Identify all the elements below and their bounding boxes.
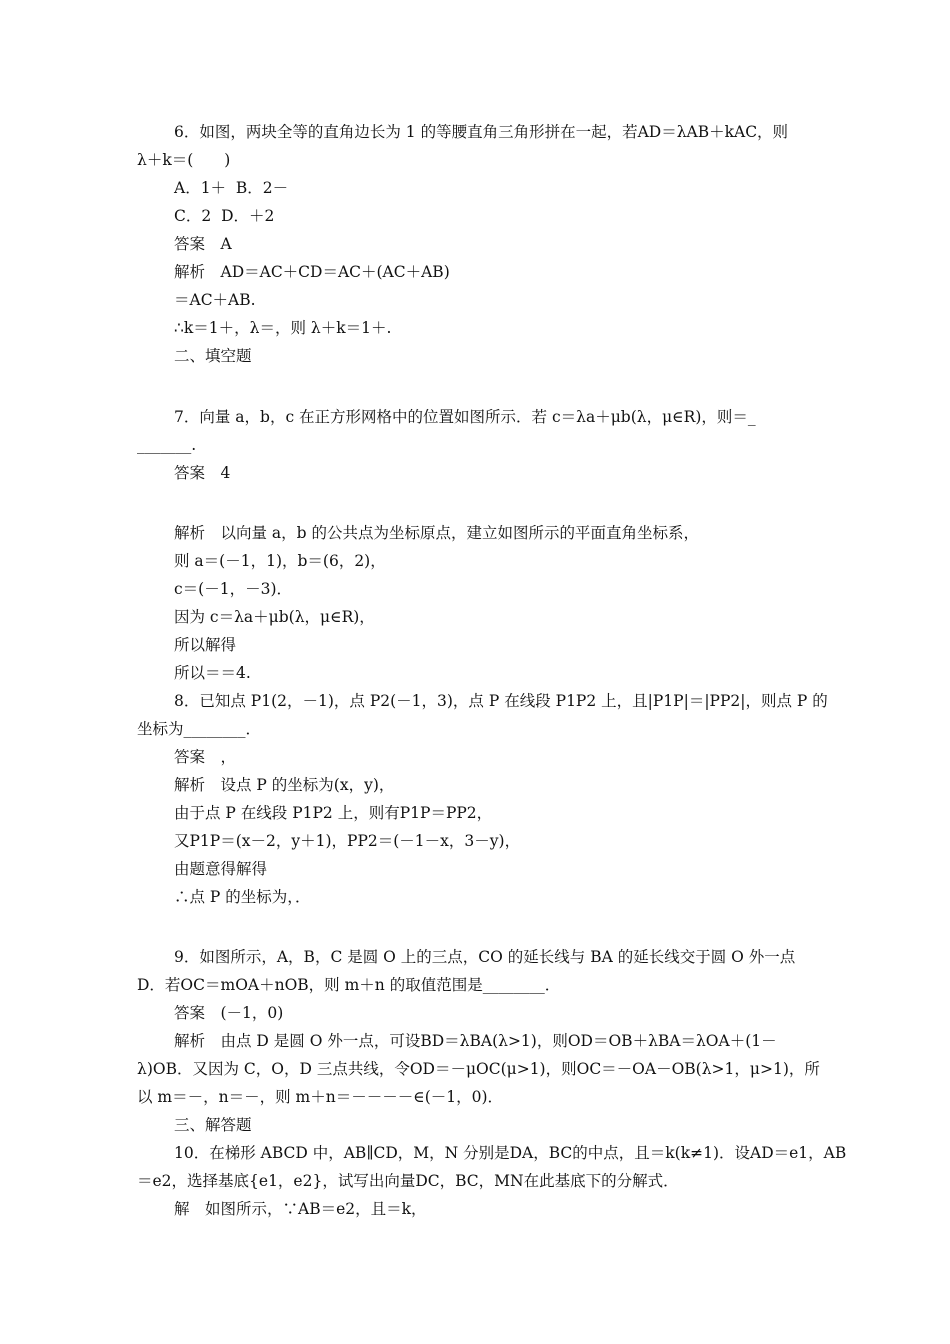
- q8-stem-line1: 8．已知点 P1(2，－1)，点 P2(－1，3)，点 P 在线段 P1P2 上，且|P1P|＝|PP2|，则点 P 的: [174, 692, 828, 710]
- q10-solution-line1: 解 如图所示，∵AB＝e2，且＝k，: [174, 1200, 427, 1218]
- q9-solution-line2: λ)OB．又因为 C，O，D 三点共线，令OD＝－μOC(μ>1)，则OC＝－OA－OB(λ>1，μ>1)，所: [137, 1060, 820, 1078]
- q8-solution-line4: 由题意得解得: [174, 860, 268, 878]
- section-heading-solve: 三、解答题: [174, 1116, 252, 1134]
- q7-solution-line6: 所以＝＝4.: [174, 664, 251, 682]
- q6-answer: 答案 A: [174, 235, 232, 253]
- q6-options-cd: C．2 D．＋2: [174, 207, 275, 225]
- q8-answer: 答案 ，: [174, 748, 237, 766]
- q9-stem-line2: D．若OC＝mOA＋nOB，则 m＋n 的取值范围是________．: [137, 976, 561, 994]
- q6-options-ab: A．1＋ B．2－: [174, 179, 289, 197]
- q9-stem-line1: 9．如图所示，A，B，C 是圆 O 上的三点，CO 的延长线与 BA 的延长线交于圆 O 外一点: [174, 948, 796, 966]
- q10-stem-line1: 10．在梯形 ABCD 中，AB∥CD，M，N 分别是DA，BC的中点，且＝k(k≠1)．设AD＝e1，AB: [174, 1144, 847, 1162]
- q6-solution-line3: ∴k＝1＋，λ＝，则 λ＋k＝1＋.: [174, 319, 392, 337]
- q6-stem-line2: λ＋k＝( ): [137, 151, 231, 169]
- q7-solution-line3: c＝(－1，－3)．: [174, 580, 292, 598]
- q7-solution-line4: 因为 c＝λa＋μb(λ，μ∈R)，: [174, 608, 375, 626]
- q6-solution-line2: ＝AC＋AB.: [174, 291, 256, 309]
- q8-solution-line1: 解析 设点 P 的坐标为(x，y)，: [174, 776, 395, 794]
- q10-stem-line2: ＝e2，选择基底{e1，e2}，试写出向量DC，BC，MN在此基底下的分解式．: [137, 1172, 679, 1190]
- section-heading-fill-in: 二、填空题: [174, 347, 252, 365]
- q6-stem-line1: 6．如图，两块全等的直角边长为 1 的等腰直角三角形拼在一起，若AD＝λAB＋kAC，则: [174, 123, 789, 141]
- q7-answer: 答案 4: [174, 464, 231, 482]
- q9-solution-line1: 解析 由点 D 是圆 O 外一点，可设BD＝λBA(λ>1)，则OD＝OB＋λBA＝λOA＋(1－: [174, 1032, 777, 1050]
- q8-solution-line2: 由于点 P 在线段 P1P2 上，则有P1P＝PP2，: [174, 804, 493, 822]
- q7-solution-line2: 则 a＝(－1，1)，b＝(6，2)，: [174, 552, 386, 570]
- q7-stem-line1: 7．向量 a，b，c 在正方形网格中的位置如图所示．若 c＝λa＋μb(λ，μ∈R)，则＝_: [174, 408, 756, 426]
- q8-solution-line5: ∴点 P 的坐标为，．: [174, 888, 311, 906]
- q9-answer: 答案 (－1，0): [174, 1004, 284, 1022]
- q8-solution-line3: 又P1P＝(x－2，y＋1)，PP2＝(－1－x，3－y)，: [174, 832, 521, 850]
- q6-solution-line1: 解析 AD＝AC＋CD＝AC＋(AC＋AB): [174, 263, 450, 281]
- q8-stem-line2: 坐标为________．: [137, 720, 262, 738]
- q9-solution-line3: 以 m＝－，n＝－，则 m＋n＝－－－－∈(－1，0)．: [137, 1088, 504, 1106]
- q7-solution-line5: 所以解得: [174, 636, 237, 654]
- q7-stem-line2: _______.: [137, 436, 197, 454]
- q7-solution-line1: 解析 以向量 a，b 的公共点为坐标原点，建立如图所示的平面直角坐标系，: [174, 524, 700, 542]
